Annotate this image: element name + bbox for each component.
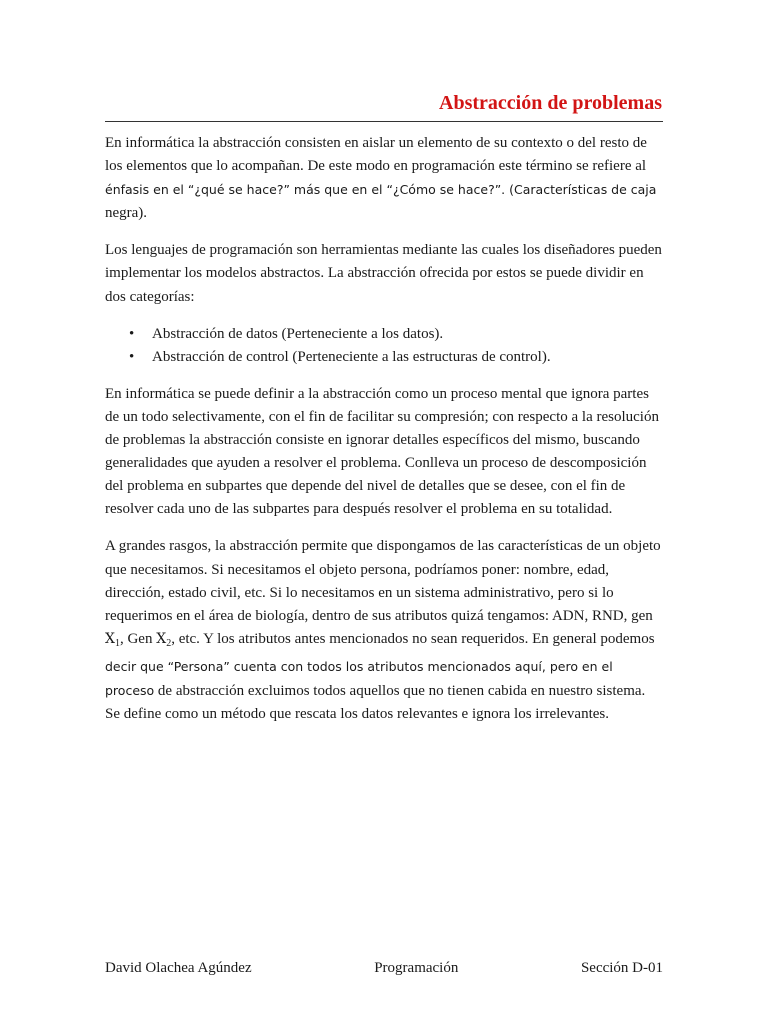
list-item: • Abstracción de datos (Perteneciente a los datos). — [152, 323, 663, 346]
paragraph-example — [105, 535, 663, 726]
categories-list — [105, 323, 663, 369]
gene-x1-subscript: 1 — [114, 637, 120, 649]
gene-x2-symbol: X — [156, 630, 167, 647]
footer-subject: Programación — [374, 960, 459, 976]
gene-x1-symbol: X — [105, 630, 115, 647]
paragraph-definition: En informática se puede definir a la abstracción como un proceso mental que ignora partes de un todo selectivamente, con el fin de facilitar su compresión; con respecto a la resolución de problemas la abstracción consiste en ignorar detalles específicos del mismo, buscando generalidades que ayuden a resolver el problema. Conlleva un proceso de descomposición del problema en subpartes que depende del nivel de detalles que se desee, con el fin de resolver cada uno de las subpartes para después resolver el problema en su totalidad. — [105, 385, 659, 518]
paragraph-example-text-d: decir que “Persona” cuenta con todos los atributos mencionados aquí, pero en el proceso — [105, 658, 613, 698]
list-item: • Abstracción de control (Perteneciente a las estructuras de control). — [152, 346, 663, 369]
page-title: Abstracción de problemas — [439, 92, 662, 114]
footer-section: Sección D-01 — [580, 960, 663, 976]
document-body — [105, 132, 663, 740]
paragraph-intro-text-c: negra). — [105, 205, 148, 222]
paragraph-intro-text-b: énfasis en el “¿qué se hace?” más que en el “¿Cómo se hace?”. (Características de caja — [105, 182, 657, 198]
footer-author: David Olachea Agúndez — [105, 960, 252, 976]
page-footer — [105, 960, 663, 977]
paragraph-languages: Los lenguajes de programación son herramientas mediante las cuales los diseñadores pueden implementar los modelos abstractos. La abstracción ofrecida por estos se puede dividir en dos categorías: — [105, 242, 662, 305]
paragraph-intro — [105, 132, 663, 225]
paragraph-example-text-c: , etc. Y los atributos antes mencionados no sean requeridos. En general podemos — [171, 630, 655, 647]
paragraph-intro-text-a: En informática la abstracción consisten en aislar un elemento de su contexto o del resto de los elementos que lo acompañan. De este modo en programación este término se refiere al — [105, 135, 647, 175]
gene-x2-subscript: 2 — [166, 637, 172, 649]
paragraph-example-text-e: de abstracción excluimos todos aquellos que no tienen cabida en nuestro sistema. Se define como un método que rescata los datos relevantes e ignora los irrelevantes. — [105, 682, 646, 723]
header-divider — [105, 121, 663, 122]
paragraph-example-text-a: A grandes rasgos, la abstracción permite que dispongamos de las características de un objeto que necesitamos. Si necesitamos el objeto persona, podríamos poner: nombre, edad, dirección, estado civil, etc. Si lo necesitamos en un sistema administrativo, pero si lo requerimos en el área de biología, dentro de sus atributos quizá tengamos: ADN, RND, gen — [105, 538, 661, 624]
paragraph-example-text-b: , Gen — [119, 630, 157, 647]
